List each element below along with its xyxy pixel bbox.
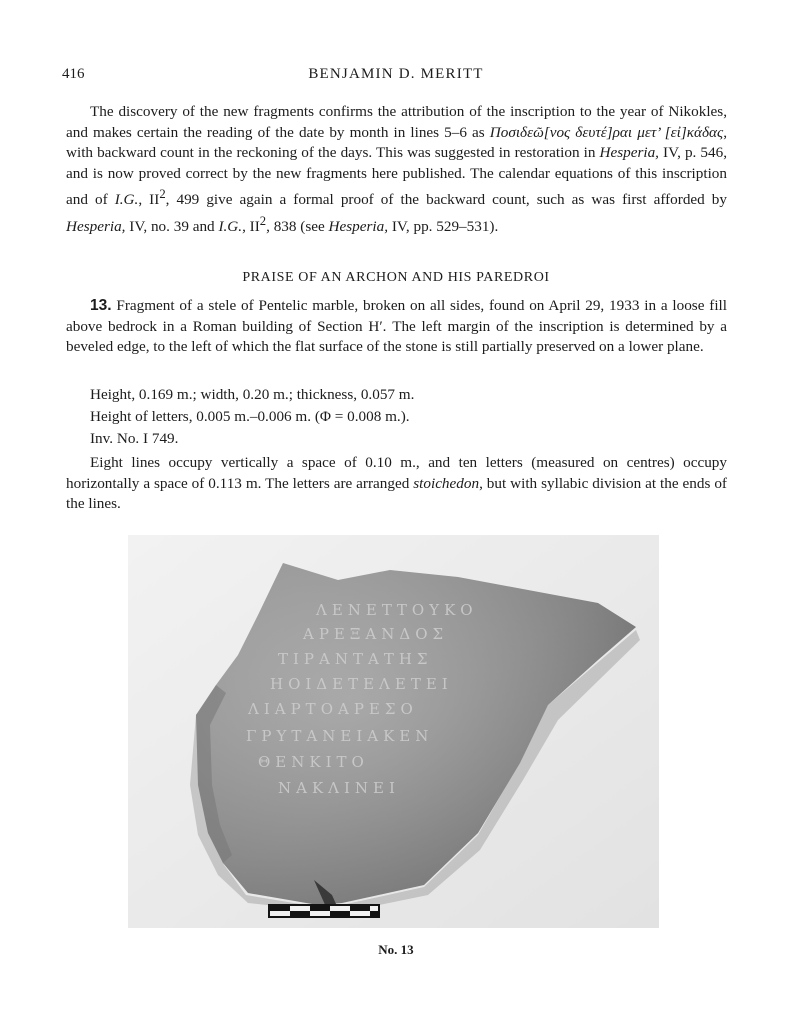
- layout-paragraph: Eight lines occupy vertically a space of 0.10 m., and ten letters (measured on centres) occupy horizontally a space of 0.113 m. The letters are arranged stoichedon, but with syllabic division at the ends of the lines.: [66, 454, 727, 512]
- scale-bar-segment: [270, 911, 290, 916]
- inscription-line: ΓΡΥΤΑΝΕΙΑΚΕΝ: [246, 727, 434, 745]
- intro-paragraph: The discovery of the new fragments confirms the attribution of the inscription to the year of Nikokles, and makes certain the reading of the date by month in lines 5–6 as Ποσιδεῶ[νος δευτέ]ραι μετ’ [εἰ]κάδας, with backward count in the reckoning of the days. This was suggested in restoration in Hesperia, IV, p. 546, and is now proved correct by the new fragments here published. The calendar equations of this inscription and of I.G., $II^2$, 499 give again a formal proof of the backward count, such as was first afforded by Hesperia, IV, no. 39 and I.G., $II^2$, 838 (see Hesperia, IV, pp. 529–531).: [66, 103, 727, 235]
- scale-bar-segment: [370, 906, 378, 911]
- running-head: BENJAMIN D. MERITT: [308, 66, 484, 82]
- scale-bar-segment: [330, 906, 350, 911]
- entry-measurements: [90, 384, 414, 450]
- item-number: 13.: [90, 297, 112, 314]
- inscription-line: ΘΕΝΚΙΤΟ: [258, 753, 369, 771]
- page-number: 416: [62, 66, 85, 82]
- inventory-line: Inv. No. I 749.: [90, 430, 179, 447]
- inscription-line: ΝΑΚΛΙΝΕΙ: [278, 779, 400, 797]
- figure-caption: No. 13: [378, 942, 414, 957]
- section-heading: PRAISE OF AN ARCHON AND HIS PAREDROI: [242, 270, 550, 285]
- inscription-line: ΛΕΝΕΤΤΟΥΚΟ: [316, 601, 478, 619]
- inscription-photo: [128, 535, 659, 928]
- entry-description: 13. Fragment of a stele of Pentelic marble, broken on all sides, found on April 29, 1933 in a loose fill above bedrock in a Roman building of Section Η′. The left margin of the inscription is determined by a beveled edge, to the left of which the flat surface of the stone is still partially preserved on a lower plane.: [66, 297, 727, 355]
- inscription-line: ΤΙΡΑΝΤΑΤΗΣ: [278, 650, 433, 668]
- inscription-line: ΛΙΑΡΤΟΑΡΕΣΟ: [248, 700, 418, 718]
- citation-ig: I.G.: [218, 217, 243, 235]
- citation-hesperia: Hesperia,: [328, 217, 389, 235]
- letter-height-line: Height of letters, 0.005 m.–0.006 m. (Φ = 0.008 m.).: [90, 408, 410, 425]
- inscription-line: ΑΡΕΞΑΝΔΟΣ: [303, 625, 449, 643]
- scale-bar-segment: [290, 906, 310, 911]
- inscription-line: ΗΟΙΔΕΤΕΛΕΤΕΙ: [270, 675, 453, 693]
- scale-bar: [268, 904, 380, 918]
- stoichedon-term: stoichedon: [413, 474, 480, 492]
- scale-bar-segment: [310, 911, 330, 916]
- dimensions-line: Height, 0.169 m.; width, 0.20 m.; thickness, 0.057 m.: [90, 386, 415, 403]
- greek-date-reading: Ποσιδεῶ[νος δευτέ]ραι μετ’ [εἰ]κάδας: [489, 123, 724, 141]
- citation-hesperia: Hesperia,: [599, 144, 659, 161]
- citation-ig: I.G.: [114, 191, 139, 209]
- citation-hesperia: Hesperia,: [66, 217, 126, 235]
- scale-bar-segment: [350, 911, 370, 916]
